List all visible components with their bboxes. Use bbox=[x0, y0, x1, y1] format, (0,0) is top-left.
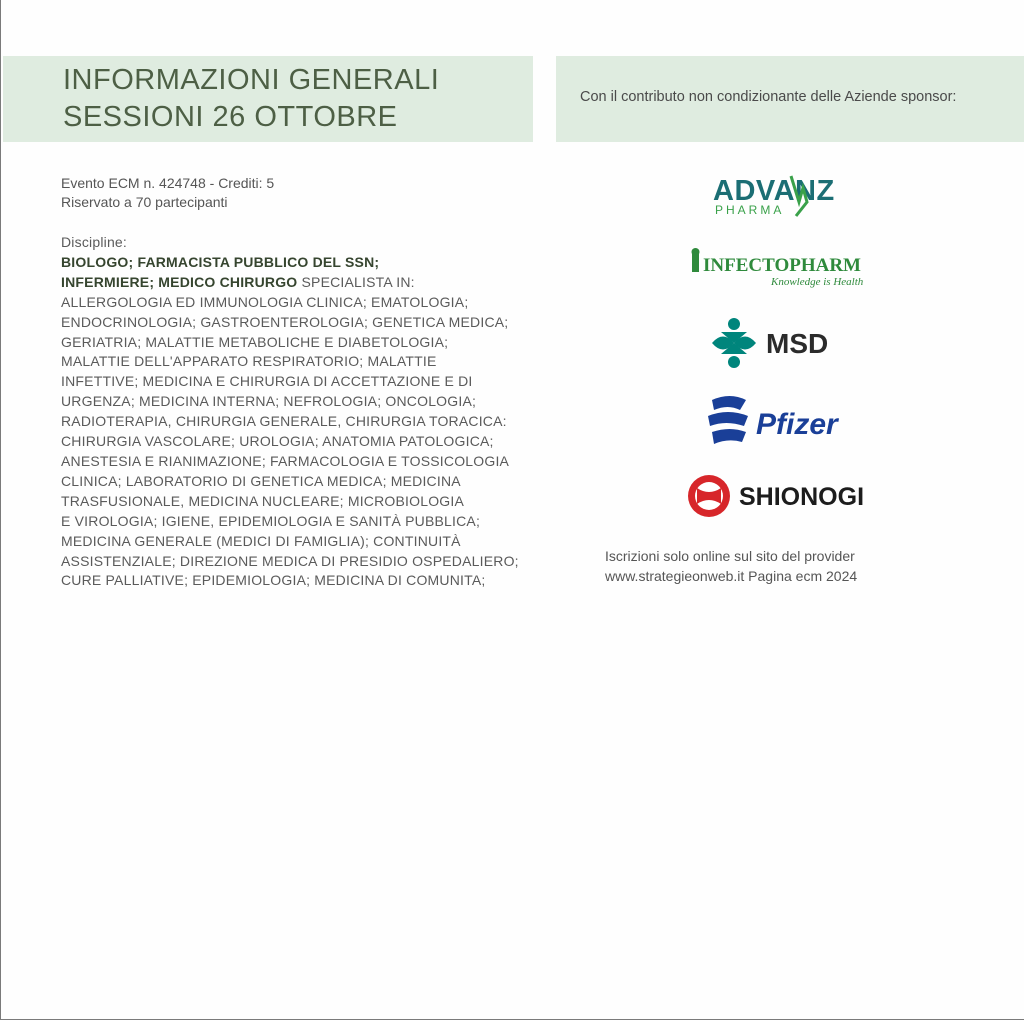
registration-line: Iscrizioni solo online sul sito del provider bbox=[605, 548, 855, 564]
header-title-band bbox=[3, 56, 533, 142]
discipline-line: CHIRURGIA VASCOLARE; UROLOGIA; ANATOMIA PATOLOGICA; bbox=[61, 433, 494, 450]
disciplines-strong-line-1: BIOLOGO; FARMACISTA PUBBLICO DEL SSN; bbox=[61, 253, 380, 270]
infecto-tagline: Knowledge is Health bbox=[771, 276, 864, 288]
infecto-logo-name: INFECTOPHARM bbox=[703, 255, 861, 276]
discipline-line: ALLERGOLOGIA ED IMMUNOLOGIA CLINICA; EMATOLOGIA; bbox=[61, 293, 469, 310]
discipline-line: INFETTIVE; MEDICINA E CHIRURGIA DI ACCETTAZIONE E DI bbox=[61, 373, 473, 390]
pfizer-logo bbox=[706, 392, 851, 452]
event-info bbox=[61, 174, 274, 212]
shionogi-mark-icon bbox=[688, 475, 730, 517]
infecto-dot-icon bbox=[692, 248, 700, 256]
title-line-1: INFORMAZIONI GENERALI bbox=[63, 64, 440, 96]
participants-line: Riservato a 70 partecipanti bbox=[61, 194, 228, 210]
disciplines-label: Discipline: bbox=[61, 234, 127, 250]
sponsor-intro-text: Con il contributo non condizionante delle Aziende sponsor: bbox=[580, 89, 957, 105]
shionogi-logo-name: SHIONOGI bbox=[739, 483, 865, 511]
ecm-event-line: Evento ECM n. 424748 - Crediti: 5 bbox=[61, 175, 275, 191]
website-line: www.strategieonweb.it Pagina ecm 2024 bbox=[605, 568, 858, 584]
pfizer-logo-name: Pfizer bbox=[756, 408, 838, 441]
discipline-line: MALATTIE DELL'APPARATO RESPIRATORIO; MALATTIE bbox=[61, 353, 437, 370]
discipline-line: E VIROLOGIA; IGIENE, EPIDEMIOLOGIA E SANITÀ PUBBLICA; bbox=[61, 512, 481, 529]
msd-logo bbox=[709, 318, 844, 368]
disciplines-strong-line-2: INFERMIERE; MEDICO CHIRURGO bbox=[61, 273, 298, 290]
shionogi-logo bbox=[687, 472, 877, 520]
pfizer-mark-icon bbox=[708, 396, 748, 444]
page-title bbox=[63, 62, 439, 136]
advanz-logo-name: ADVANZ bbox=[713, 175, 835, 207]
discipline-line: GERIATRIA; MALATTIE METABOLICHE E DIABETOLOGIA; bbox=[61, 333, 449, 350]
discipline-line: ASSISTENZIALE; DIREZIONE MEDICA DI PRESIDIO OSPEDALIERO; bbox=[61, 552, 519, 569]
discipline-line: CURE PALLIATIVE; EPIDEMIOLOGIA; MEDICINA DI COMUNITA; bbox=[61, 572, 486, 589]
discipline-line: ANESTESIA E RIANIMAZIONE; FARMACOLOGIA E TOSSICOLOGIA bbox=[61, 452, 510, 469]
msd-mark-icon bbox=[712, 318, 756, 368]
msd-logo-name: MSD bbox=[766, 328, 829, 359]
discipline-line: ENDOCRINOLOGIA; GASTROENTEROLOGIA; GENETICA MEDICA; bbox=[61, 313, 509, 330]
advanz-logo-sub: PHARMA bbox=[715, 203, 785, 217]
sponsor-header-band bbox=[556, 56, 1024, 142]
discipline-line: URGENZA; MEDICINA INTERNA; NEFROLOGIA; ONCOLOGIA; bbox=[61, 393, 477, 410]
infectopharm-logo bbox=[689, 248, 874, 290]
title-line-2: SESSIONI 26 OTTOBRE bbox=[63, 101, 398, 133]
registration-info bbox=[605, 546, 857, 586]
discipline-line: MEDICINA GENERALE (MEDICI DI FAMIGLIA); CONTINUITÀ bbox=[61, 532, 461, 549]
discipline-line: RADIOTERAPIA, CHIRURGIA GENERALE, CHIRURGIA TORACICA: bbox=[61, 413, 507, 430]
discipline-line: TRASFUSIONALE, MEDICINA NUCLEARE; MICROBIOLOGIA bbox=[61, 492, 465, 509]
disciplines-block bbox=[61, 233, 561, 591]
discipline-line: CLINICA; LABORATORIO DI GENETICA MEDICA; MEDICINA bbox=[61, 472, 461, 489]
advanz-pharma-logo bbox=[713, 172, 853, 220]
specialista-text: SPECIALISTA IN: bbox=[297, 273, 415, 290]
